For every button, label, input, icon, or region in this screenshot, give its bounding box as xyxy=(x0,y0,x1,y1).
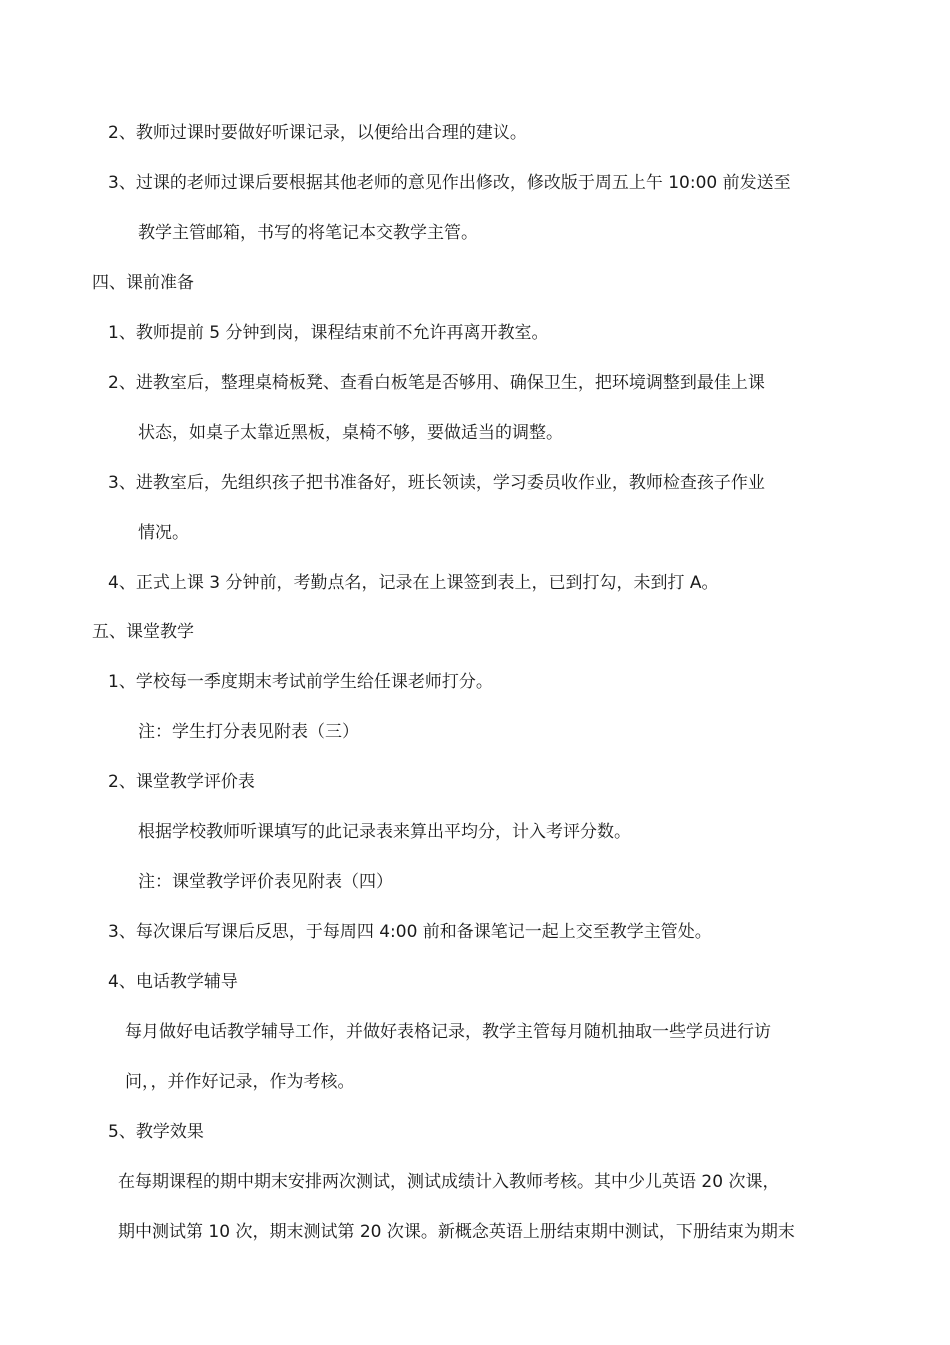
text-line: 状态，如桌子太靠近黑板，桌椅不够，要做适当的调整。 xyxy=(138,423,563,443)
section-heading: 四、课前准备 xyxy=(92,273,194,293)
text-line: 2、进教室后，整理桌椅板凳、查看白板笔是否够用、确保卫生，把环境调整到最佳上课 xyxy=(108,373,765,393)
text-line: 3、过课的老师过课后要根据其他老师的意见作出修改，修改版于周五上午 10:00 前发送至 xyxy=(108,173,791,193)
text-line: 4、正式上课 3 分钟前，考勤点名，记录在上课签到表上，已到打勾，未到打 A。 xyxy=(108,573,719,593)
text-line: 问，，并作好记录，作为考核。 xyxy=(125,1072,355,1092)
text-line: 在每期课程的期中期末安排两次测试，测试成绩计入教师考核。其中少儿英语 20 次课， xyxy=(118,1172,780,1192)
text-line: 2、课堂教学评价表 xyxy=(108,772,255,792)
text-line: 5、教学效果 xyxy=(108,1122,204,1142)
text-line: 3、进教室后，先组织孩子把书准备好，班长领读，学习委员收作业，教师检查孩子作业 xyxy=(108,473,765,493)
text-line: 4、电话教学辅导 xyxy=(108,972,238,992)
text-line: 根据学校教师听课填写的此记录表来算出平均分，计入考评分数。 xyxy=(138,822,631,842)
section-heading: 五、课堂教学 xyxy=(92,622,194,642)
text-line: 1、教师提前 5 分钟到岗，课程结束前不允许再离开教室。 xyxy=(108,323,549,343)
text-line: 1、学校每一季度期末考试前学生给任课老师打分。 xyxy=(108,672,493,692)
note-line: 注：学生打分表见附表（三） xyxy=(138,722,359,742)
note-line: 注：课堂教学评价表见附表（四） xyxy=(138,872,393,892)
text-line: 期中测试第 10 次，期末测试第 20 次课。新概念英语上册结束期中测试，下册结束为期末 xyxy=(118,1222,795,1242)
text-line: 3、每次课后写课后反思，于每周四 4:00 前和备课笔记一起上交至教学主管处。 xyxy=(108,922,712,942)
text-line: 2、教师过课时要做好听课记录，以便给出合理的建议。 xyxy=(108,123,527,143)
text-line: 教学主管邮箱，书写的将笔记本交教学主管。 xyxy=(138,223,478,243)
text-line: 情况。 xyxy=(138,523,189,543)
text-line: 每月做好电话教学辅导工作，并做好表格记录，教学主管每月随机抽取一些学员进行访 xyxy=(125,1022,771,1042)
